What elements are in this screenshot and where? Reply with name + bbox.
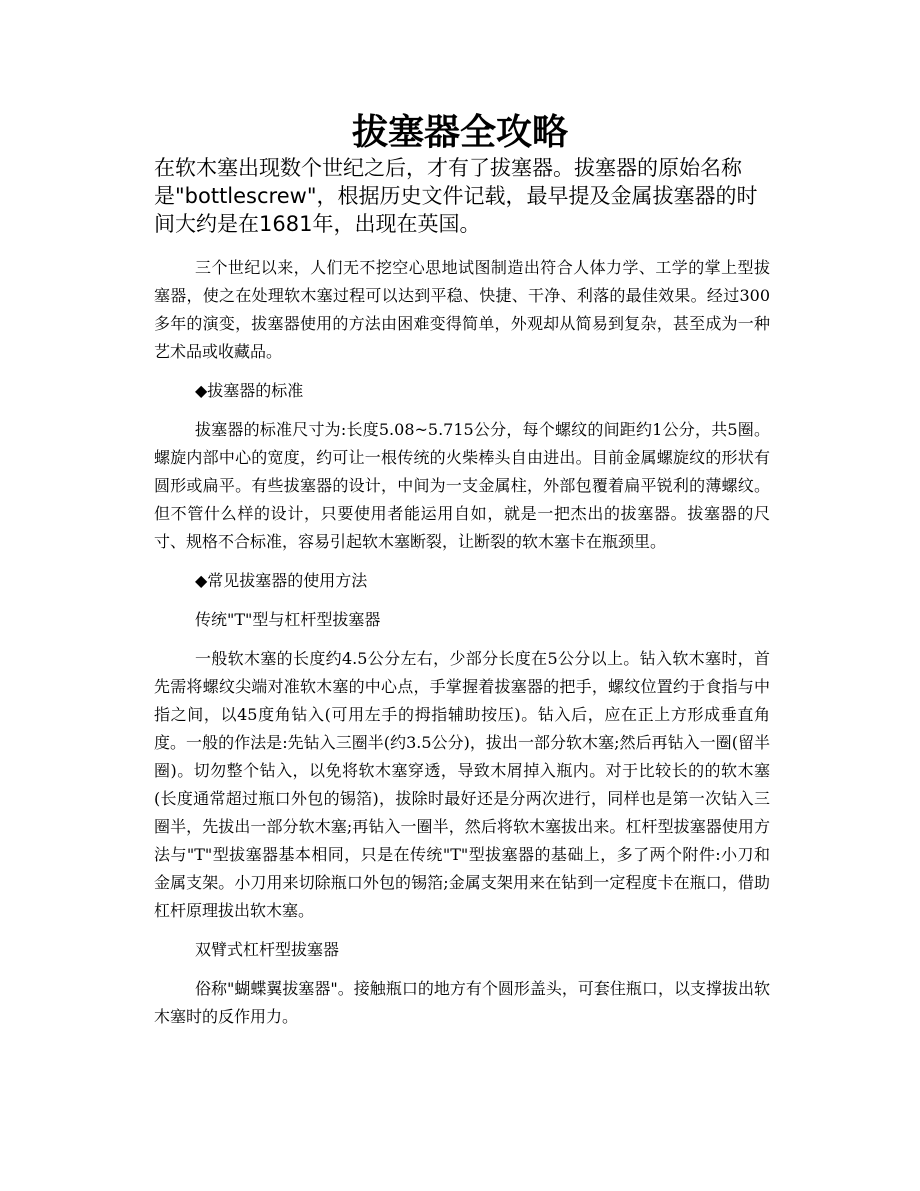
heading-standard: ◆拔塞器的标准 (195, 381, 304, 400)
document-body (154, 254, 770, 1042)
heading-usage: ◆常见拔塞器的使用方法 (195, 571, 368, 590)
subheading-double-arm: 双臂式杠杆型拔塞器 (195, 940, 340, 959)
document-title: 拔塞器全攻略 (351, 111, 568, 153)
paragraph-t-type: 一般软木塞的长度约4.5公分左右，少部分长度在5公分以上。钻入软木塞时，首先需将螺纹尖端对准软木塞的中心点，手掌握着拔塞器的把手，螺纹位置约于食指与中指之间，以45度角钻入(可用左手的拇指辅助按压)。钻入后，应在正上方形成垂直角度。一般的作法是:先钻入三圈半(约3.5公分)，拔出一部分软木塞;然后再钻入一圈(留半圈)。切勿整个钻入，以免将软木塞穿透，导致木屑掉入瓶内。对于比较长的的软木塞(长度通常超过瓶口外包的锡箔)，拔除时最好还是分两次进行，同样也是第一次钻入三圈半，先拔出一部分软木塞;再钻入一圈半，然后将软木塞拔出来。杠杆型拔塞器使用方法与"T"型拔塞器基本相同，只是在传统"T"型拔塞器的基础上，多了两个附件:小刀和金属支架。小刀用来切除瓶口外包的锡箔;金属支架用来在钻到一定程度卡在瓶口，借助杠杆原理拔出软木塞。 (154, 649, 770, 920)
paragraph-standard: 拔塞器的标准尺寸为:长度5.08~5.715公分，每个螺纹的间距约1公分，共5圈。螺旋内部中心的宽度，约可让一根传统的火柴棒头自由进出。目前金属螺旋纹的形状有圆形或扁平。有些拔塞器的设计，中间为一支金属柱，外部包覆着扁平锐利的薄螺纹。但不管什么样的设计，只要使用者能运用自如，就是一把杰出的拔塞器。拔塞器的尺寸、规格不合标准，容易引起软木塞断裂，让断裂的软木塞卡在瓶颈里。 (154, 420, 770, 551)
paragraph-double-arm: 俗称"蝴蝶翼拔塞器"。接触瓶口的地方有个圆形盖头，可套住瓶口，以支撑拔出软木塞时的反作用力。 (154, 979, 770, 1026)
paragraph-history: 三个世纪以来，人们无不挖空心思地试图制造出符合人体力学、工学的掌上型拔塞器，使之在处理软木塞过程可以达到平稳、快捷、干净、利落的最佳效果。经过300多年的演变，拔塞器使用的方法由困难变得简单，外观却从简易到复杂，甚至成为一种艺术品或收藏品。 (154, 258, 770, 361)
subheading-t-type: 传统"T"型与杠杆型拔塞器 (195, 610, 381, 629)
intro-paragraph: 在软木塞出现数个世纪之后，才有了拔塞器。拔塞器的原始名称是"bottlescrew"，根据历史文件记载，最早提及金属拔塞器的时间大约是在1681年，出现在英国。 (154, 156, 758, 236)
